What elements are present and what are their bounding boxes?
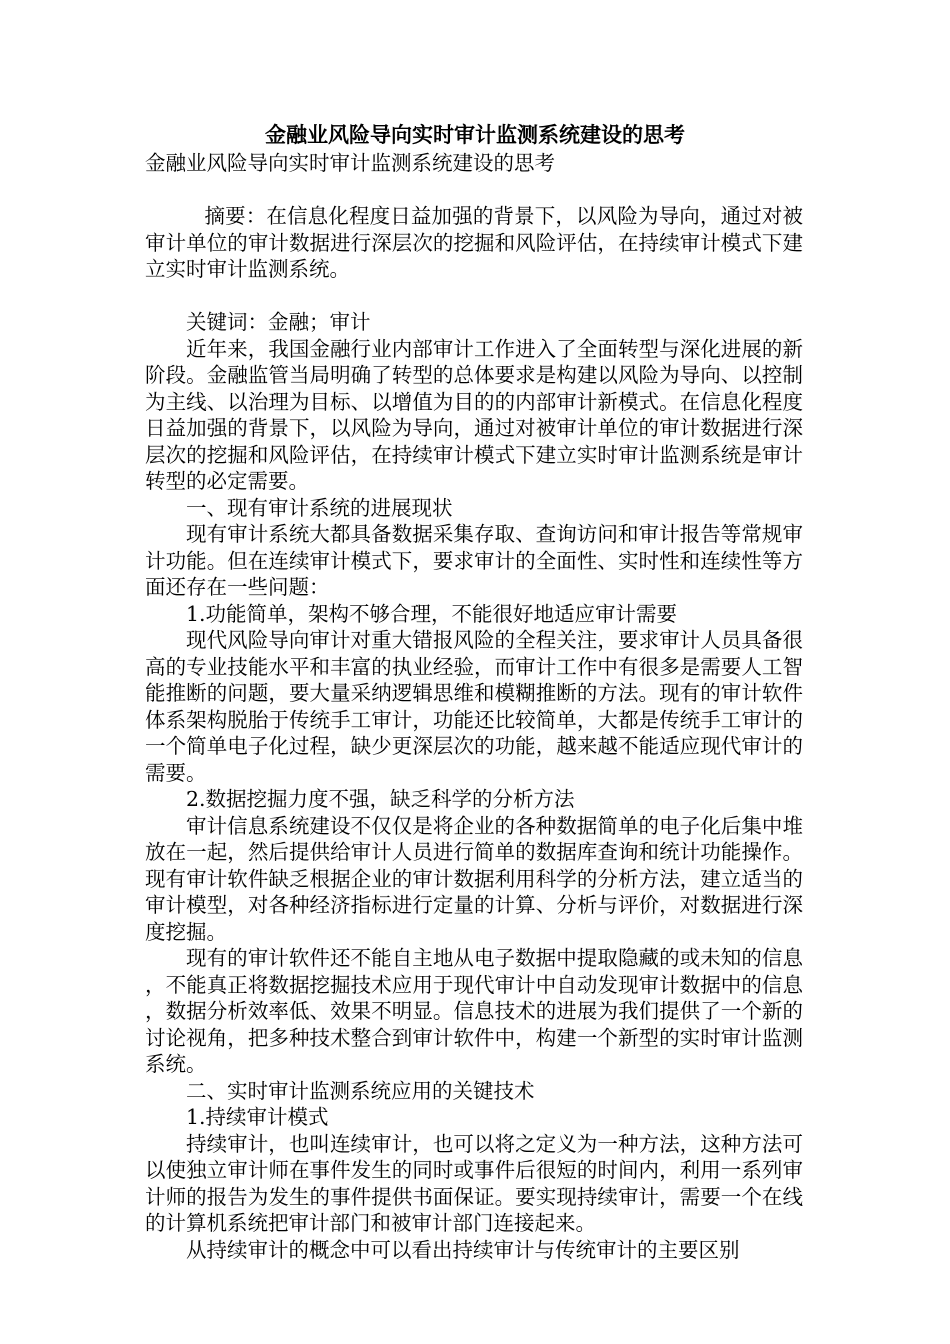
body-paragraph: 近年来，我国金融行业内部审计工作进入了全面转型与深化进展的新阶段。金融监管当局明确了转型的总体要求是构建以风险为导向、以控制为主线、以治理为目标、以增值为目的的内部审计新模式。在信息化程度日益加强的背景下，以风险为导向，通过对被审计单位的审计数据进行深层次的挖掘和风险评估，在持续审计模式下建立实时审计监测系统是审计转型的必定需要。	[145, 336, 803, 493]
document-subtitle: 金融业风险导向实时审计监测系统建设的思考	[145, 151, 555, 175]
body-paragraph: 持续审计，也叫连续审计，也可以将之定义为一种方法，这种方法可以使独立审计师在事件发生的同时或事件后很短的时间内，利用一系列审计师的报告为发生的事件提供书面保证。要实现持续审计，需要一个在线的计算机系统把审计部门和被审计部门连接起来。	[145, 1131, 803, 1235]
body-paragraph: 现代风险导向审计对重大错报风险的全程关注，要求审计人员具备很高的专业技能水平和丰富的执业经验，而审计工作中有很多是需要人工智能推断的问题，要大量采纳逻辑思维和模糊推断的方法。现有的审计软件体系架构脱胎于传统手工审计，功能还比较简单，大都是传统手工审计的一个简单电子化过程，缺少更深层次的功能，越来越不能适应现代审计的需要。	[145, 628, 803, 785]
section-heading: 一、现有审计系统的进展现状	[186, 495, 453, 520]
abstract-paragraph: 摘要：在信息化程度日益加强的背景下，以风险为导向，通过对被审计单位的审计数据进行深层次的挖掘和风险评估，在持续审计模式下建立实时审计监测系统。	[145, 204, 803, 281]
section-heading: 二、实时审计监测系统应用的关键技术	[186, 1078, 535, 1103]
body-paragraph: 从持续审计的概念中可以看出持续审计与传统审计的主要区别	[186, 1237, 740, 1262]
document-body	[145, 150, 803, 1263]
body-paragraph: 审计信息系统建设不仅仅是将企业的各种数据简单的电子化后集中堆放在一起，然后提供给审计人员进行简单的数据库查询和统计功能操作。现有审计软件缺乏根据企业的审计数据利用科学的分析方法，建立适当的审计模型，对各种经济指标进行定量的计算、分析与评价，对数据进行深度挖掘。	[145, 813, 803, 944]
document-title: 金融业风险导向实时审计监测系统建设的思考	[265, 122, 685, 147]
subsection-heading: 1.功能简单，架构不够合理，不能很好地适应审计需要	[186, 601, 678, 626]
body-paragraph: 现有的审计软件还不能自主地从电子数据中提取隐藏的或未知的信息，不能真正将数据挖掘技术应用于现代审计中自动发现审计数据中的信息，数据分析效率低、效果不明显。信息技术的进展为我们提供了一个新的讨论视角，把多种技术整合到审计软件中，构建一个新型的实时审计监测系统。	[145, 946, 803, 1076]
keywords-line: 关键词：金融；审计	[186, 310, 371, 334]
subsection-heading: 1.持续审计模式	[186, 1105, 329, 1129]
subsection-heading: 2.数据挖掘力度不强，缺乏科学的分析方法	[186, 787, 575, 811]
body-paragraph: 现有审计系统大都具备数据采集存取、查询访问和审计报告等常规审计功能。但在连续审计模式下，要求审计的全面性、实时性和连续性等方面还存在一些问题：	[145, 522, 803, 599]
